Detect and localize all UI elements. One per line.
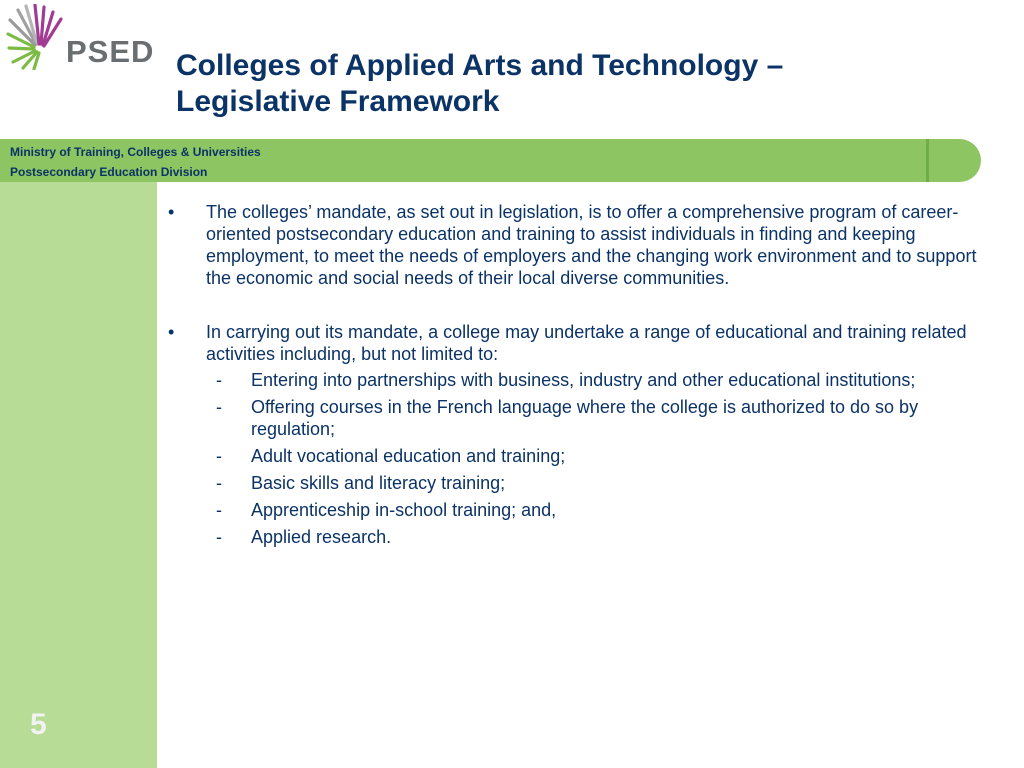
- dash-marker: -: [216, 397, 222, 417]
- sub-item-text: Applied research.: [251, 527, 392, 547]
- sub-item: [160, 526, 980, 548]
- band-end-cap: [929, 139, 981, 182]
- bullet-marker: •: [168, 322, 175, 342]
- sub-item: [160, 472, 980, 494]
- bullet-item: [160, 321, 980, 365]
- slide-body: [160, 201, 980, 548]
- bullet-marker: •: [168, 202, 175, 222]
- psed-logo: [6, 4, 156, 72]
- bullet-item: [160, 201, 980, 289]
- sub-item-text: Offering courses in the French language where the college is authorized to do so by regulation;: [251, 397, 919, 439]
- title-line-2: Legislative Framework: [176, 85, 500, 118]
- sub-item: [160, 499, 980, 521]
- sub-item-text: Entering into partnerships with business, industry and other educational institutions;: [251, 370, 916, 390]
- sub-item-text: Apprenticeship in-school training; and,: [251, 500, 557, 520]
- bullet-text: In carrying out its mandate, a college may undertake a range of educational and training related activities including, but not limited to:: [206, 322, 967, 364]
- title-line-1: Colleges of Applied Arts and Technology –: [176, 49, 784, 82]
- dash-marker: -: [216, 446, 222, 466]
- sub-item: [160, 396, 980, 440]
- dash-marker: -: [216, 370, 222, 390]
- left-side-panel: [0, 182, 157, 768]
- sub-item: [160, 369, 980, 391]
- dash-marker: -: [216, 527, 222, 547]
- page-number: 5: [30, 708, 47, 741]
- sunburst-icon: [6, 4, 66, 70]
- sub-item-text: Adult vocational education and training;: [251, 446, 566, 466]
- ministry-name: Ministry of Training, Colleges & Universities: [10, 145, 261, 159]
- dash-marker: -: [216, 473, 222, 493]
- bullet-text: The colleges’ mandate, as set out in legislation, is to offer a comprehensive program of career-oriented postsecondary education and training to assist individuals in finding and keeping employment, to meet the needs of employers and the changing work environment and to support the economic and social needs of their local diverse communities.: [206, 202, 977, 288]
- logo-text: PSED: [66, 34, 155, 69]
- slide-title: [176, 48, 976, 120]
- dash-marker: -: [216, 500, 222, 520]
- sub-item-text: Basic skills and literacy training;: [251, 473, 506, 493]
- sub-item: [160, 445, 980, 467]
- division-name: Postsecondary Education Division: [10, 165, 208, 179]
